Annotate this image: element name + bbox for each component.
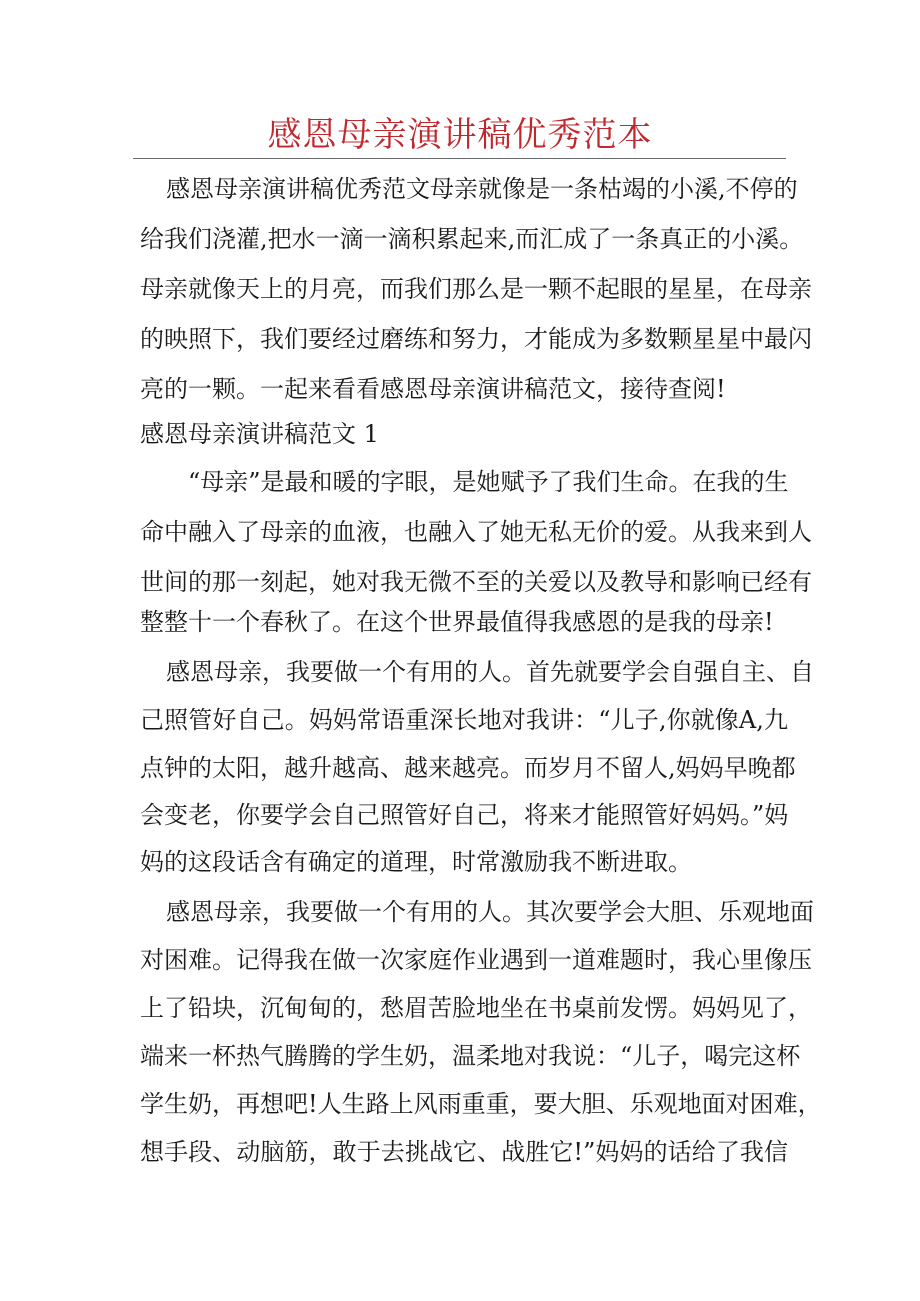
paragraph-line: 想手段、动脑筋，敢于去挑战它、战胜它!”妈妈的话给了我信 [140,1138,788,1166]
title-divider [133,158,786,159]
paragraph-line: 的映照下，我们要经过磨练和努力，才能成为多数颗星星中最闪 [140,325,812,353]
paragraph-line: 对困难。记得我在做一次家庭作业遇到一道难题时，我心里像压 [140,946,812,974]
paragraph-line: 学生奶，再想吧!人生路上风雨重重，要大胆、乐观地面对困难， [140,1090,822,1118]
paragraph-line: 妈的这段话含有确定的道理，时常激励我不断进取。 [140,848,692,876]
paragraph-line: “母亲”是最和暖的字眼，是她赋予了我们生命。在我的生 [188,468,789,496]
paragraph-line: 亮的一颗。一起来看看感恩母亲演讲稿范文，接待查阅! [140,375,726,403]
paragraph-line: 己照管好自己。妈妈常语重深长地对我讲：“儿子,你就像A,九 [140,706,788,734]
paragraph-line: 感恩母亲，我要做一个有用的人。其次要学会大胆、乐观地面 [166,898,814,926]
paragraph-line: 命中融入了母亲的血液，也融入了她无私无价的爱。从我来到人 [140,518,812,546]
paragraph-line: 给我们浇灌,把水一滴一滴积累起来,而汇成了一条真正的小溪。 [140,225,804,253]
paragraph-line: 点钟的太阳，越升越高、越来越亮。而岁月不留人,妈妈早晚都 [140,754,796,782]
paragraph-line: 世间的那一刻起，她对我无微不至的关爱以及教导和影响已经有 [140,568,812,596]
page-title: 感恩母亲演讲稿优秀范本 [267,115,653,155]
section-heading: 感恩母亲演讲稿范文 1 [140,420,379,448]
paragraph-line: 整整十一个春秋了。在这个世界最值得我感恩的是我的母亲! [140,608,774,636]
paragraph-line: 端来一杯热气腾腾的学生奶，温柔地对我说：“儿子，喝完这杯 [140,1042,801,1070]
paragraph-line: 上了铅块，沉甸甸的，愁眉苦脸地坐在书桌前发愣。妈妈见了， [140,994,812,1022]
paragraph-line: 感恩母亲，我要做一个有用的人。首先就要学会自强自主、自 [166,658,814,686]
paragraph-line: 母亲就像天上的月亮，而我们那么是一颗不起眼的星星，在母亲 [140,275,812,303]
paragraph-line: 感恩母亲演讲稿优秀范文母亲就像是一条枯竭的小溪,不停的 [166,175,798,203]
paragraph-line: 会变老，你要学会自己照管好自己，将来才能照管好妈妈。”妈 [140,801,789,829]
